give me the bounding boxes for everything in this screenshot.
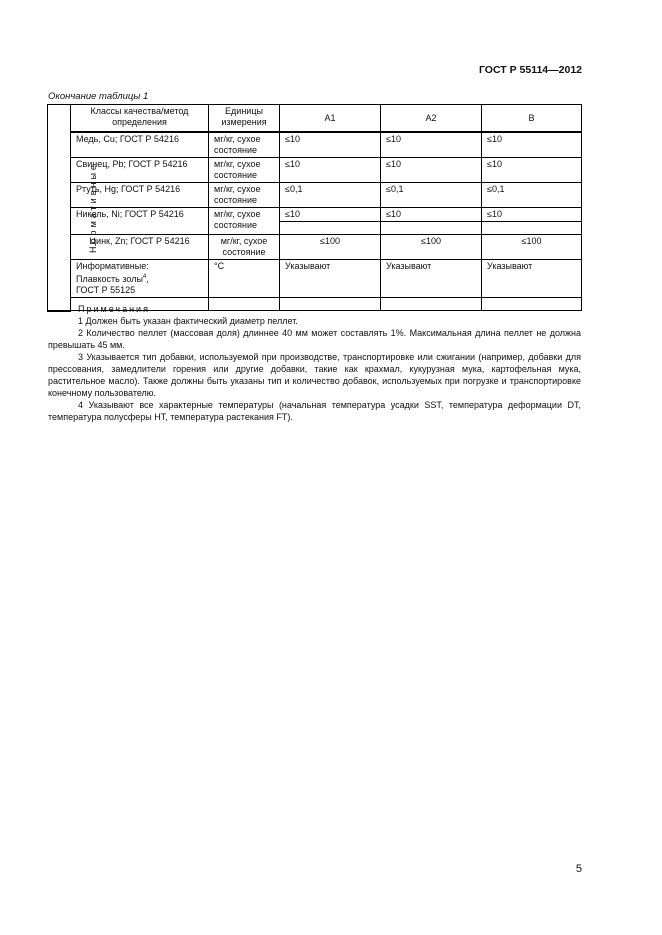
row-name: Свинец, Pb; ГОСТ Р 54216 (71, 158, 209, 183)
table-header-row (48, 105, 582, 133)
row-b: ≤100 (482, 235, 582, 260)
header-a2: A2 (381, 105, 482, 133)
row-a1: ≤10 (280, 132, 381, 158)
row-name: Информативные: Плавкость золы$^4$, ГОСТ Р 55125 (71, 260, 209, 298)
row-b: ≤10 (482, 208, 582, 222)
info-label: Информативные: (76, 261, 149, 271)
empty-cell (381, 222, 482, 235)
row-unit: мг/кг, сухое состояние (209, 208, 280, 235)
row-a2: ≤10 (381, 158, 482, 183)
notes-section (48, 303, 581, 423)
row-a1: ≤100 (280, 235, 381, 260)
row-b: Указывают (482, 260, 582, 298)
note-item: 4 Указывают все характерные температуры (начальная температура усадки SST, температура деформации DT, температура полусферы HT, температура растекания FT). (48, 400, 581, 422)
group-label: Нормативные (87, 161, 98, 253)
row-b: ≤0,1 (482, 183, 582, 208)
row-a2: ≤0,1 (381, 183, 482, 208)
row-a2: Указывают (381, 260, 482, 298)
row-name: Никель, Ni; ГОСТ Р 54216 (71, 208, 209, 235)
row-a2: ≤100 (381, 235, 482, 260)
row-unit: мг/кг, сухое состояние (209, 235, 280, 260)
notes-title: Примечания (78, 304, 150, 314)
note-item: 1 Должен быть указан фактический диаметр пеллет. (78, 316, 298, 326)
row-name: Медь, Cu; ГОСТ Р 54216 (71, 132, 209, 158)
note-item: 2 Количество пеллет (массовая доля) длиннее 40 мм может составлять 1%. Максимальная длина пеллет не должна превышать 45 мм. (48, 328, 581, 350)
info-standard: ГОСТ Р 55125 (76, 285, 136, 295)
note-item: 3 Указывается тип добавки, используемой при производстве, транспортировке или сжигании (например, добавки для прессования, замедлители горения или другие добавки, такие как крахмал, кукурузная мука, картофельная мука, растительное масло). Также должны быть указаны тип и количество добавок, используемых при погрузке и транспортировке конечному пользователю. (48, 352, 581, 398)
row-unit: мг/кг, сухое состояние (209, 183, 280, 208)
info-ash-fusibility: Плавкость золы (76, 274, 143, 284)
standard-number: ГОСТ Р 55114—2012 (478, 64, 582, 76)
table-row (48, 208, 582, 222)
empty-cell (280, 222, 381, 235)
row-a1: Указывают (280, 260, 381, 298)
row-a1: ≤0,1 (280, 183, 381, 208)
row-unit: мг/кг, сухое состояние (209, 158, 280, 183)
empty-cell (482, 222, 582, 235)
table-row (48, 132, 582, 158)
footnote-marker: 4 (142, 274, 147, 280)
group-label-cell (48, 105, 98, 311)
row-a2: ≤10 (381, 208, 482, 222)
table-caption: Окончание таблицы 1 (48, 91, 149, 102)
quality-table (47, 104, 582, 312)
row-b: ≤10 (482, 158, 582, 183)
page-number: 5 (575, 863, 582, 875)
header-class-method: Классы качества/метод определения (71, 105, 209, 133)
table-row (48, 158, 582, 183)
table-row (48, 235, 582, 260)
table-row-informative (48, 260, 582, 298)
header-b: B (482, 105, 582, 133)
row-unit: мг/кг, сухое состояние (209, 132, 280, 158)
row-b: ≤10 (482, 132, 582, 158)
header-units: Единицы измерения (209, 105, 280, 133)
header-a1: A1 (280, 105, 381, 133)
row-a2: ≤10 (381, 132, 482, 158)
row-name: Цинк, Zn; ГОСТ Р 54216 (71, 235, 209, 260)
row-name: Ртуть, Hg; ГОСТ Р 54216 (71, 183, 209, 208)
row-a1: ≤10 (280, 208, 381, 222)
row-unit: °C (209, 260, 280, 298)
table-row (48, 183, 582, 208)
row-a1: ≤10 (280, 158, 381, 183)
